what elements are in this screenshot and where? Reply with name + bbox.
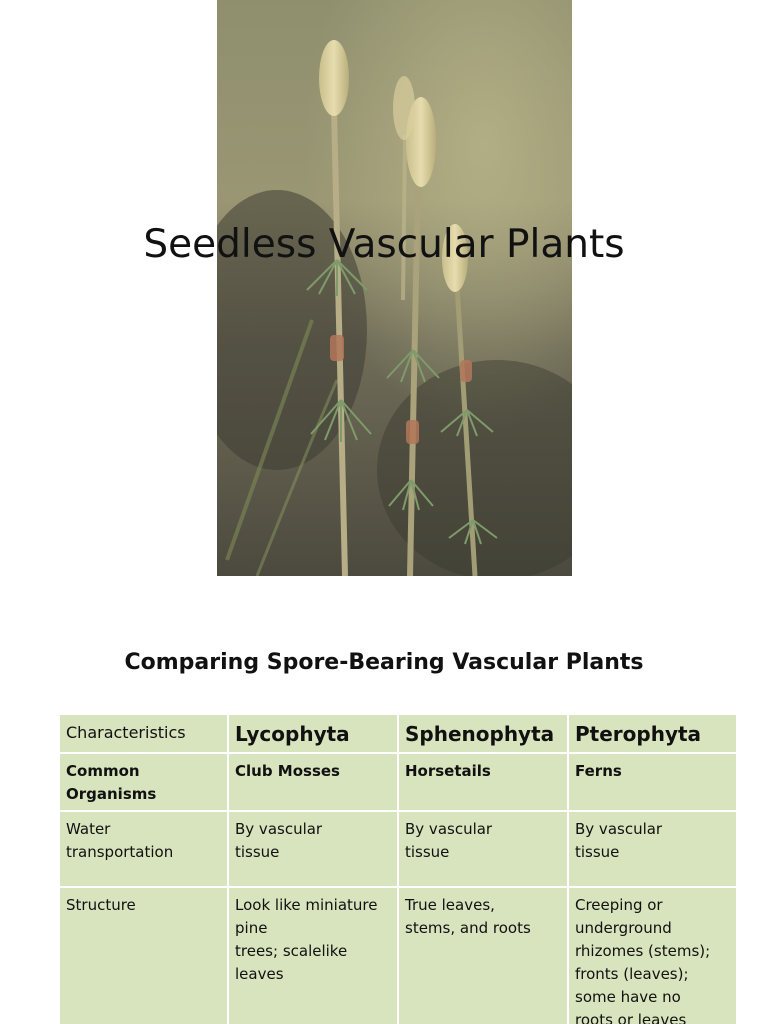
cell-line: By vascular [405,820,493,838]
comparison-table [58,713,738,1024]
cell-lycophyta-water [228,811,398,887]
cell-line: transportation [66,843,174,861]
header-sphenophyta: Sphenophyta [398,714,568,753]
cell-line: trees; scalelike [235,942,348,960]
cell-line: tissue [575,843,620,861]
table-heading: Comparing Spore-Bearing Vascular Plants [124,650,644,675]
cell-line: Creeping or [575,896,663,914]
cell-line: stems, and roots [405,919,531,937]
table-row [59,887,737,1024]
row-label-water-transportation [59,811,228,887]
cell-pterophyta-structure [568,887,737,1024]
cell-line: leaves [235,965,284,983]
cell-line: By vascular [575,820,663,838]
header-characteristics: Characteristics [59,714,228,753]
cell-line: Structure [66,896,136,914]
table-row [59,811,737,887]
cell-line: Horsetails [405,762,491,780]
cell-line: fronts (leaves); [575,965,689,983]
table-row [59,753,737,811]
cell-line: rhizomes (stems); [575,942,711,960]
table-header-row [59,714,737,753]
cell-line: roots or leaves [575,1011,687,1024]
cell-line: some have no [575,988,681,1006]
cell-line: Club Mosses [235,762,340,780]
cell-line: tissue [235,843,280,861]
horsetail-photo [217,0,572,576]
cell-line: By vascular [235,820,323,838]
cell-line: Organisms [66,785,157,803]
cell-pterophyta-organisms [568,753,737,811]
header-lycophyta: Lycophyta [228,714,398,753]
cell-sphenophyta-water [398,811,568,887]
header-pterophyta: Pterophyta [568,714,737,753]
cell-sphenophyta-structure [398,887,568,1024]
cell-line: pine [235,919,268,937]
cell-line: Look like miniature [235,896,378,914]
row-label-common-organisms [59,753,228,811]
horsetail-illustration [217,0,572,576]
cell-line: Common [66,762,140,780]
cell-lycophyta-structure [228,887,398,1024]
cell-lycophyta-organisms [228,753,398,811]
cell-line: Water [66,820,111,838]
cell-pterophyta-water [568,811,737,887]
cell-line: Ferns [575,762,622,780]
slide-title: Seedless Vascular Plants [143,222,625,267]
row-label-structure [59,887,228,1024]
cell-sphenophyta-organisms [398,753,568,811]
cell-line: underground [575,919,672,937]
cell-line: True leaves, [405,896,495,914]
cell-line: tissue [405,843,450,861]
